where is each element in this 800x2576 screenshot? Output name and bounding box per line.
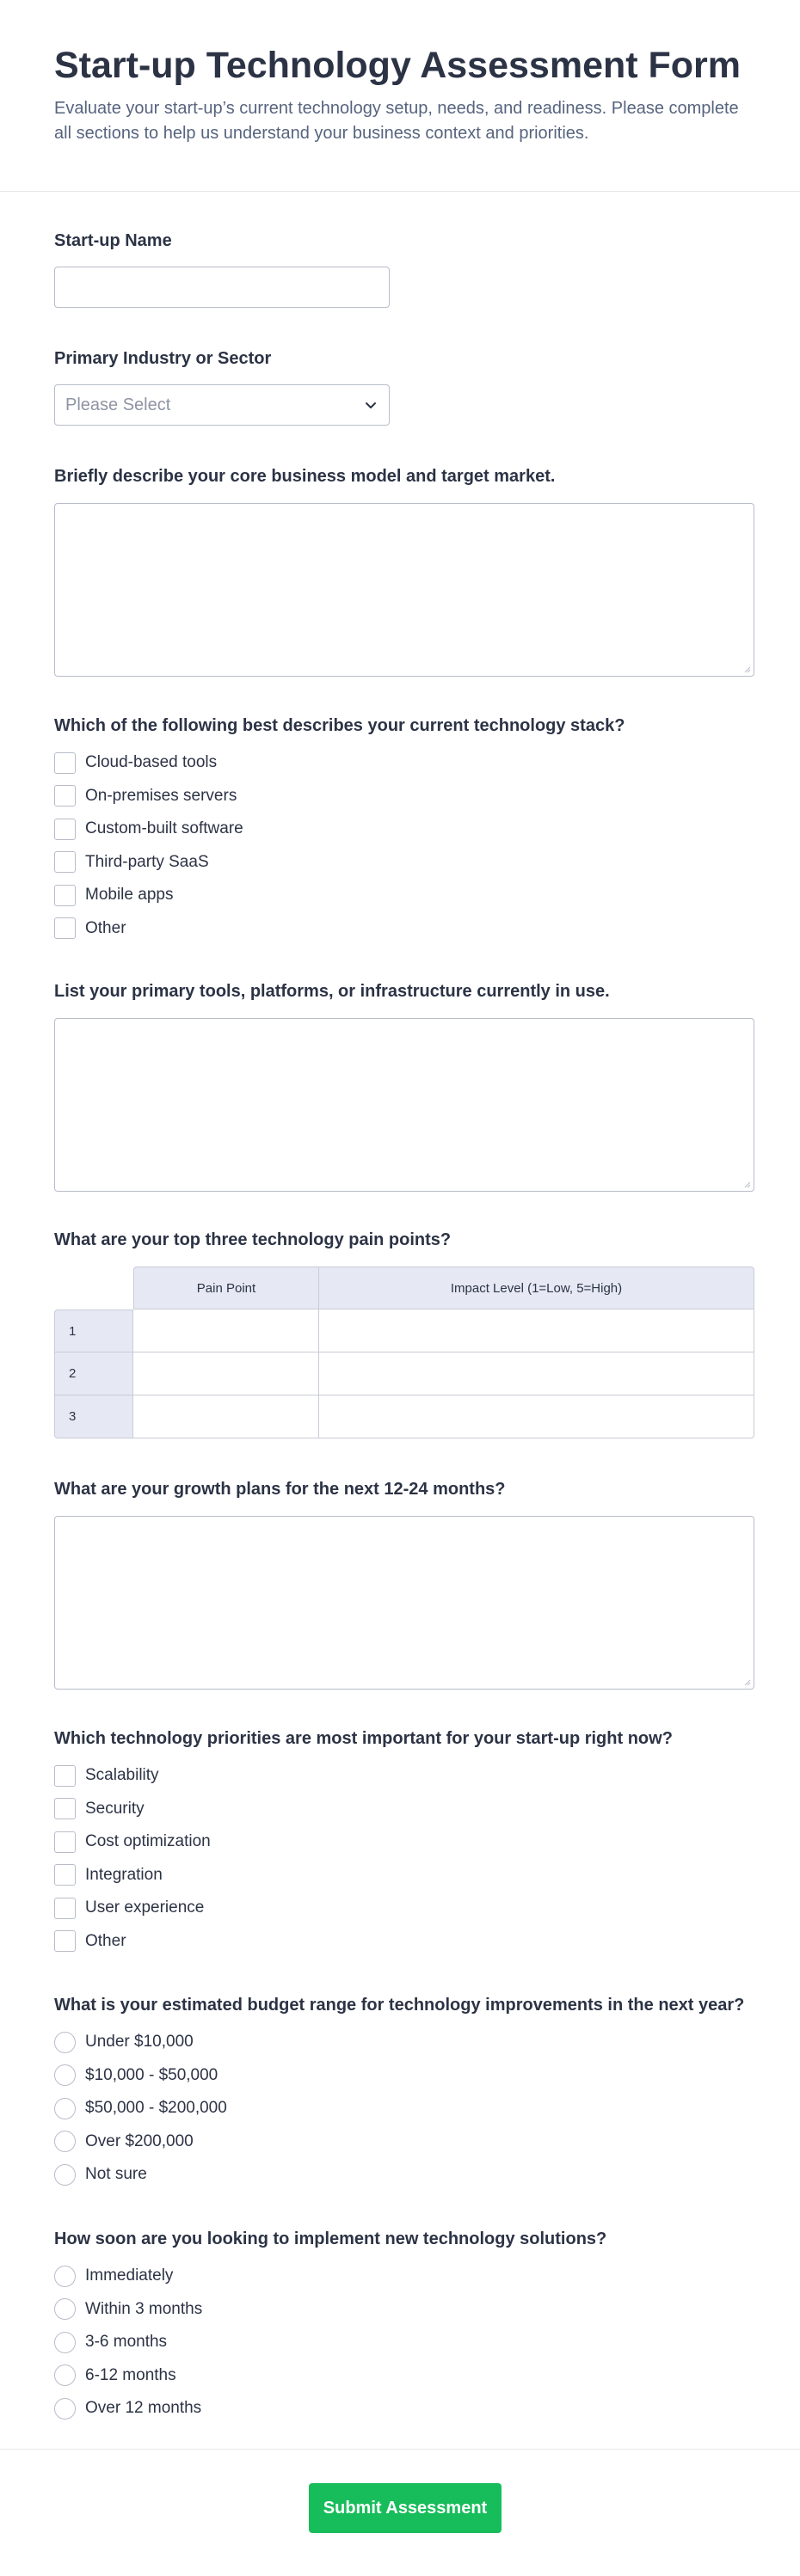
checkbox-option[interactable]: [54, 1793, 673, 1826]
primary-tools-textarea[interactable]: [54, 1018, 754, 1192]
option-label: Over 12 months: [85, 2399, 202, 2418]
radio-option[interactable]: [54, 2158, 744, 2192]
option-label: Immediately: [85, 2266, 174, 2285]
radio-button[interactable]: [54, 2064, 76, 2086]
option-label: Mobile apps: [85, 886, 174, 905]
checkbox-option[interactable]: [54, 1859, 673, 1892]
option-label: Other: [85, 1931, 126, 1950]
resize-grip-icon[interactable]: [742, 665, 751, 673]
business-model-label: Briefly describe your core business model and target market.: [54, 467, 556, 486]
question-business-model: [54, 464, 754, 677]
question-pain-points: [54, 1228, 754, 1438]
radio-option[interactable]: [54, 2026, 744, 2059]
option-label: $10,000 - $50,000: [85, 2065, 218, 2084]
business-model-textarea[interactable]: [54, 503, 754, 677]
option-label: Not sure: [85, 2165, 147, 2184]
radio-option[interactable]: [54, 2392, 606, 2426]
resize-grip-icon[interactable]: [742, 1677, 751, 1686]
startup-name-label: Start-up Name: [54, 231, 172, 250]
matrix-corner: [54, 1267, 133, 1309]
submit-button[interactable]: Submit Assessment: [309, 2483, 502, 2533]
checkbox[interactable]: [54, 819, 76, 840]
chevron-down-icon: [363, 397, 378, 413]
radio-option[interactable]: [54, 2125, 744, 2159]
question-tech-priorities: [54, 1727, 673, 1958]
matrix-cell-input[interactable]: [319, 1395, 754, 1438]
radio-option[interactable]: [54, 2359, 606, 2393]
radio-button[interactable]: [54, 2298, 76, 2320]
option-label: Cost optimization: [85, 1832, 211, 1851]
pain-points-matrix: [54, 1267, 754, 1438]
checkbox[interactable]: [54, 851, 76, 873]
radio-button[interactable]: [54, 2032, 76, 2053]
implementation-timeline-label: How soon are you looking to implement new technology solutions?: [54, 2229, 607, 2248]
industry-label: Primary Industry or Sector: [54, 349, 272, 368]
matrix-cell-input[interactable]: [319, 1309, 754, 1352]
option-label: Integration: [85, 1865, 163, 1884]
matrix-column-header: Impact Level (1=Low, 5=High): [319, 1267, 754, 1309]
growth-plans-label: What are your growth plans for the next 12-24 months?: [54, 1480, 506, 1499]
radio-option[interactable]: [54, 2092, 744, 2125]
checkbox[interactable]: [54, 1831, 76, 1853]
checkbox[interactable]: [54, 917, 76, 939]
checkbox-option[interactable]: [54, 813, 625, 846]
form-subtitle: Evaluate your start-up’s current technology setup, needs, and readiness. Please complete all sections to help us understand your business context and priorities.: [54, 99, 739, 143]
industry-select-placeholder: Please Select: [65, 395, 171, 414]
checkbox-option[interactable]: [54, 1759, 673, 1793]
implementation-timeline-options: [54, 2260, 606, 2426]
radio-button[interactable]: [54, 2266, 76, 2287]
checkbox-option[interactable]: [54, 780, 625, 813]
radio-button[interactable]: [54, 2364, 76, 2386]
option-label: On-premises servers: [85, 786, 237, 805]
resize-grip-icon[interactable]: [742, 1180, 751, 1188]
form-header: [0, 0, 800, 192]
form-footer-divider: [0, 2449, 800, 2450]
checkbox-option[interactable]: [54, 1925, 673, 1959]
checkbox[interactable]: [54, 1798, 76, 1819]
checkbox[interactable]: [54, 785, 76, 807]
form-title: Start-up Technology Assessment Form: [54, 45, 742, 86]
radio-button[interactable]: [54, 2332, 76, 2353]
option-label: Over $200,000: [85, 2131, 194, 2150]
option-label: Custom-built software: [85, 819, 243, 838]
matrix-cell-input[interactable]: [133, 1395, 319, 1438]
question-tech-stack: [54, 714, 625, 945]
checkbox-option[interactable]: [54, 912, 625, 946]
radio-option[interactable]: [54, 2326, 606, 2359]
growth-plans-textarea[interactable]: [54, 1516, 754, 1690]
option-label: Other: [85, 918, 126, 937]
question-growth-plans: [54, 1477, 754, 1690]
checkbox[interactable]: [54, 752, 76, 774]
industry-select[interactable]: [54, 384, 390, 426]
option-label: Cloud-based tools: [85, 753, 218, 772]
matrix-row-label: 3: [54, 1395, 133, 1438]
question-startup-name: [54, 229, 390, 308]
question-industry: [54, 347, 390, 426]
budget-range-options: [54, 2026, 744, 2192]
checkbox[interactable]: [54, 885, 76, 906]
radio-button[interactable]: [54, 2131, 76, 2152]
matrix-column-header: Pain Point: [133, 1267, 319, 1309]
checkbox[interactable]: [54, 1864, 76, 1886]
tech-priorities-options: [54, 1759, 673, 1958]
option-label: $50,000 - $200,000: [85, 2099, 227, 2118]
checkbox-option[interactable]: [54, 1892, 673, 1925]
radio-option[interactable]: [54, 2293, 606, 2327]
option-label: 6-12 months: [85, 2365, 176, 2384]
option-label: 3-6 months: [85, 2333, 168, 2352]
question-implementation-timeline: [54, 2227, 606, 2426]
matrix-cell-input[interactable]: [319, 1352, 754, 1395]
primary-tools-label: List your primary tools, platforms, or infrastructure currently in use.: [54, 982, 610, 1001]
radio-button[interactable]: [54, 2164, 76, 2186]
checkbox[interactable]: [54, 1765, 76, 1787]
option-label: Third-party SaaS: [85, 852, 209, 871]
radio-button[interactable]: [54, 2098, 76, 2119]
option-label: Scalability: [85, 1766, 159, 1785]
checkbox[interactable]: [54, 1930, 76, 1952]
checkbox-option[interactable]: [54, 746, 625, 780]
question-budget-range: [54, 1993, 744, 2192]
checkbox-option[interactable]: [54, 846, 625, 880]
radio-option[interactable]: [54, 2059, 744, 2093]
checkbox[interactable]: [54, 1898, 76, 1919]
option-label: Under $10,000: [85, 2033, 194, 2052]
matrix-cell-input[interactable]: [133, 1352, 319, 1395]
checkbox-option[interactable]: [54, 879, 625, 912]
budget-range-label: What is your estimated budget range for technology improvements in the next year?: [54, 1996, 745, 2015]
matrix-row-label: 1: [54, 1309, 133, 1352]
pain-points-label: What are your top three technology pain points?: [54, 1230, 452, 1249]
tech-stack-options: [54, 746, 625, 945]
tech-stack-label: Which of the following best describes your current technology stack?: [54, 716, 625, 735]
radio-option[interactable]: [54, 2260, 606, 2293]
matrix-row-label: 2: [54, 1352, 133, 1395]
startup-name-input[interactable]: [54, 267, 390, 308]
tech-priorities-label: Which technology priorities are most important for your start-up right now?: [54, 1729, 673, 1748]
matrix-cell-input[interactable]: [133, 1309, 319, 1352]
radio-button[interactable]: [54, 2398, 76, 2420]
option-label: Security: [85, 1799, 145, 1818]
option-label: User experience: [85, 1898, 205, 1917]
option-label: Within 3 months: [85, 2299, 203, 2318]
question-primary-tools: [54, 979, 754, 1192]
checkbox-option[interactable]: [54, 1825, 673, 1859]
